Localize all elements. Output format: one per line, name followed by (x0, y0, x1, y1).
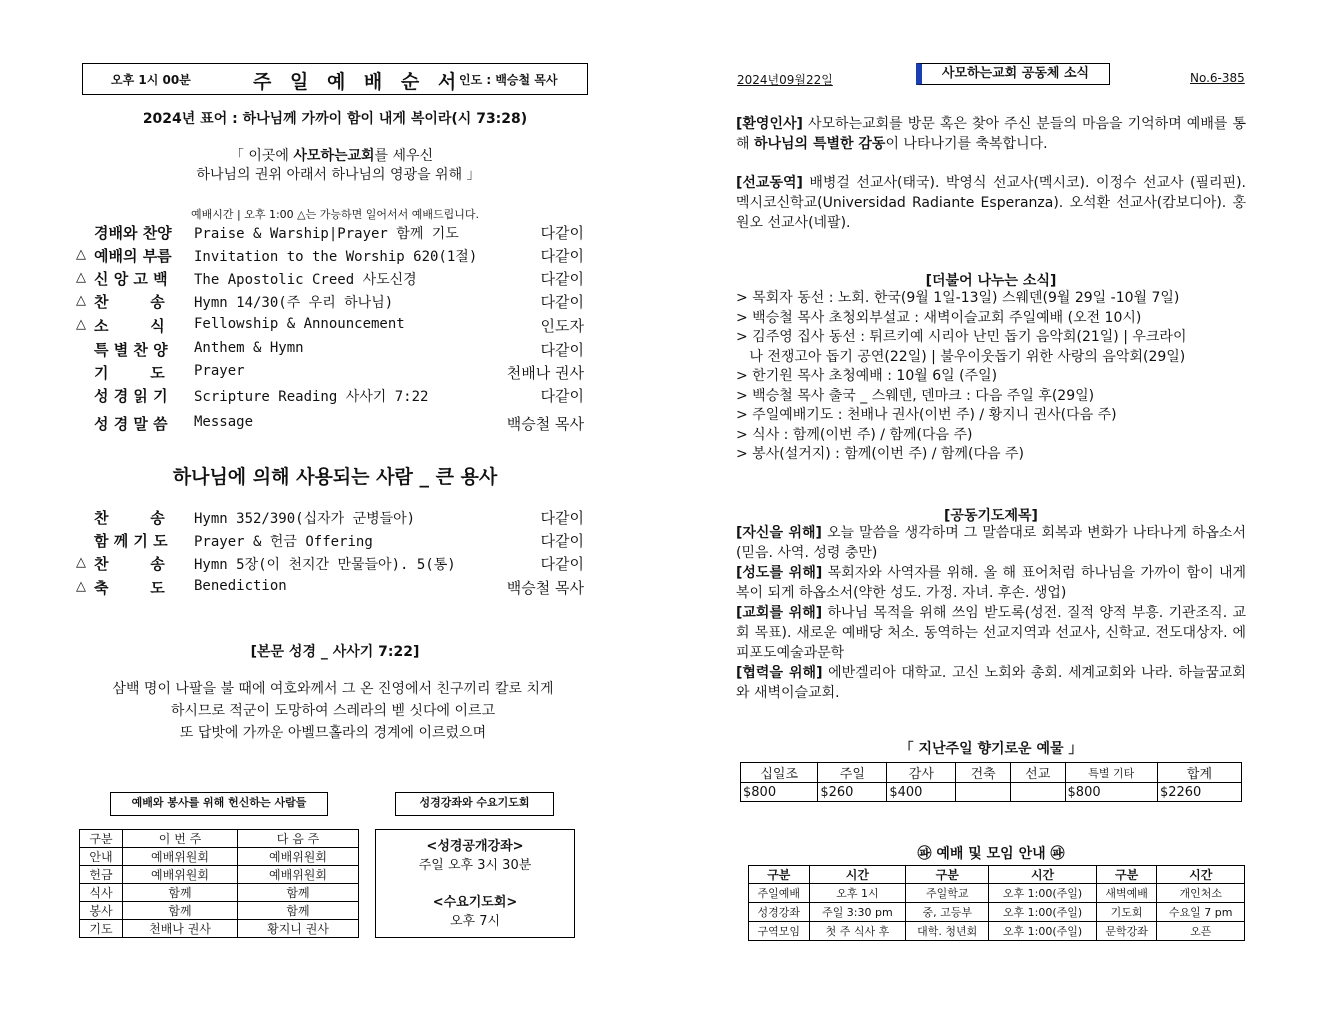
table-cell: 오후 1:00(주일) (989, 922, 1097, 941)
scripture-heading: [본문 성경 _ 사사기 7:22] (250, 644, 420, 660)
order-name: 찬 송 (94, 509, 165, 527)
news-heading: [더불어 나누는 소식] (925, 273, 1057, 289)
order-name: 소 식 (94, 317, 165, 335)
prayer-text: 오늘 말씀을 생각하며 그 말씀대로 회복과 변화가 나타나게 하옵소서(믿음. 사역. 성령 충만) (736, 525, 1246, 561)
news-item: > 백승철 목사 출국 _ 스웨덴, 덴마크 : 다음 주일 후(29일) (736, 387, 1095, 404)
offering-header: 합계 (1157, 763, 1241, 783)
order-mark: △ (76, 317, 86, 332)
order-item: Scripture Reading 사사기 7:22 (194, 389, 429, 405)
table-cell: 성경강좌 (749, 903, 810, 922)
order-leader: 백승철 목사 (506, 415, 584, 433)
order-mark: △ (76, 555, 86, 570)
order-item: Hymn 5장(이 천지간 만물들아). 5(통) (194, 557, 456, 573)
order-leader: 다같이 (540, 509, 584, 527)
news-item: > 주일예배기도 : 천배나 권사(이번 주) / 황지니 권사(다음 주) (736, 407, 1117, 423)
vision-line-1: ｢ 이곳에 사모하는교회를 세우신 (236, 148, 434, 164)
prayer-heading: [공동기도제목] (944, 508, 1038, 524)
order-row (76, 553, 586, 575)
order-row (76, 245, 586, 267)
table-cell: 예배위원회 (238, 848, 359, 866)
news-item: > 김주영 집사 동선 : 튀르키예 시리아 난민 돕기 음악회(21일) | 우크라이 (736, 329, 1187, 345)
order-name: 특 별 찬 양 (94, 341, 168, 359)
servers-header: 구분 (80, 830, 123, 848)
order-item: The Apostolic Creed 사도신경 (194, 272, 417, 288)
order-name: 신 앙 고 백 (94, 270, 168, 288)
order-row (76, 530, 586, 552)
order-item: Hymn 352/390(십자가 군병들아) (194, 511, 416, 527)
table-cell: 함께 (123, 902, 238, 920)
study-value-1: 주일 오후 3시 30분 (418, 858, 532, 873)
meetings-heading: ㉺ 예배 및 모임 안내 ㉺ (917, 846, 1065, 862)
scripture-line-1: 삼백 명이 나팔을 불 때에 여호와께서 그 온 진영에서 친구끼리 칼로 치게 (112, 681, 554, 697)
table-row (80, 902, 359, 920)
offering-header: 십일조 (741, 763, 818, 783)
study-title-2: <수요기도회> (432, 895, 518, 910)
table-cell: 중, 고등부 (906, 903, 989, 922)
order-row (76, 291, 586, 313)
order-leader: 백승철 목사 (506, 579, 584, 597)
meetings-header: 시간 (809, 866, 906, 884)
offering-value: $800 (741, 783, 818, 802)
scripture-line-3: 또 답밧에 가까운 아벨므홀라의 경계에 이르렀으며 (179, 725, 487, 741)
meetings-header: 구분 (906, 866, 989, 884)
table-cell: 새벽예배 (1096, 884, 1157, 903)
offering-value: $260 (818, 783, 887, 802)
order-name: 성 경 말 씀 (94, 415, 168, 433)
vision-line-2: 하나님의 권위 아래서 하나님의 영광을 위해 ｣ (196, 167, 474, 183)
prayer-label: [협력을 위해] (736, 665, 823, 681)
news-title: 사모하는교회 공동체 소식 (916, 63, 1110, 85)
order-item: Fellowship & Announcement (194, 316, 405, 332)
table-cell: 기도 (80, 920, 123, 938)
order-leader: 다같이 (540, 224, 584, 242)
prayer-item (736, 563, 1246, 603)
study-label: 성경강좌와 수요기도회 (395, 792, 554, 816)
table-cell: 오픈 (1157, 922, 1245, 941)
table-cell: 문학강좌 (1096, 922, 1157, 941)
news-item: > 식사 : 함께(이번 주) / 함께(다음 주) (736, 426, 973, 443)
news-list (736, 289, 1256, 465)
offering-value (956, 783, 1011, 802)
table-row (749, 884, 1245, 903)
prayer-label: [자신을 위해] (736, 525, 822, 541)
table-row (80, 848, 359, 866)
order-name: 찬 송 (94, 555, 165, 573)
order-row (76, 362, 586, 384)
order-row (76, 507, 586, 529)
table-cell: 황지니 권사 (238, 920, 359, 938)
servers-header: 다 음 주 (238, 830, 359, 848)
meetings-header: 시간 (989, 866, 1097, 884)
study-title-1: <성경공개강좌> (426, 839, 524, 854)
table-row (80, 884, 359, 902)
bulletin-date: 2024년09월22일 (737, 73, 833, 87)
prayer-text: 에반겔리아 대학교. 고신 노회와 총회. 세계교회와 나라. 하늘꿈교회와 새벽이슬교회. (736, 665, 1246, 701)
table-cell: 주일학교 (906, 884, 989, 903)
offering-header: 주일 (818, 763, 887, 783)
offering-header: 선교 (1010, 763, 1065, 783)
table-cell: 주일예배 (749, 884, 810, 903)
order-mark: △ (76, 579, 86, 594)
service-header (82, 63, 588, 95)
order-name: 경배와 찬양 (94, 224, 172, 242)
meetings-header: 구분 (749, 866, 810, 884)
order-item: Prayer & 헌금 Offering (194, 534, 373, 550)
order-leader: 다같이 (540, 247, 584, 265)
order-name: 기 도 (94, 364, 165, 382)
order-mark: △ (76, 270, 86, 285)
order-row (76, 315, 586, 337)
order-name: 찬 송 (94, 293, 165, 311)
order-leader: 인도자 (540, 317, 584, 335)
table-cell: 기도회 (1096, 903, 1157, 922)
order-name: 성 경 읽 기 (94, 387, 168, 405)
table-cell: 예배위원회 (123, 866, 238, 884)
order-row (76, 577, 586, 599)
table-cell: 수요일 7 pm (1157, 903, 1245, 922)
table-cell: 구역모임 (749, 922, 810, 941)
prayer-item (736, 603, 1246, 663)
order-item: Anthem & Hymn (194, 340, 304, 356)
order-name: 함 께 기 도 (94, 532, 168, 550)
offering-header: 건축 (956, 763, 1011, 783)
table-cell: 식사 (80, 884, 123, 902)
table-cell: 오후 1시 (809, 884, 906, 903)
order-leader: 다같이 (540, 555, 584, 573)
offering-value: $2260 (1157, 783, 1241, 802)
order-row (76, 222, 586, 244)
service-title: 주 일 예 배 순 서 (253, 71, 463, 93)
study-box (375, 829, 575, 938)
table-cell: 대학. 청년회 (906, 922, 989, 941)
table-cell: 예배위원회 (238, 866, 359, 884)
prayer-text: 하나님 목적을 위해 쓰임 받도록(성전. 질적 양적 부흥. 기관조직. 교회 목표). 새로운 예배당 처소. 동역하는 선교지역과 선교사, 신학교. 전도대상자. 에피포도예술과문학 (736, 605, 1247, 661)
table-row (80, 920, 359, 938)
order-mark: △ (76, 247, 86, 262)
order-row (76, 385, 586, 407)
table-cell: 오후 1:00(주일) (989, 884, 1097, 903)
offering-table (740, 762, 1242, 802)
table-cell: 함께 (238, 902, 359, 920)
offering-value (1010, 783, 1065, 802)
offering-heading: 「 지난주일 향기로운 예물 」 (899, 741, 1083, 757)
table-row (749, 922, 1245, 941)
order-leader: 다같이 (540, 270, 584, 288)
order-item: Prayer (194, 363, 245, 379)
order-row (76, 268, 586, 290)
order-name: 축 도 (94, 579, 165, 597)
table-cell: 예배위원회 (123, 848, 238, 866)
news-item: 나 전쟁고아 돕기 공연(22일) | 불우이웃돕기 위한 사랑의 음악회(29일) (736, 348, 1186, 365)
issue-number: No.6-385 (1190, 71, 1245, 85)
order-row (76, 339, 586, 361)
prayer-list (736, 523, 1246, 703)
table-row (749, 903, 1245, 922)
table-cell: 안내 (80, 848, 123, 866)
missions-paragraph: [선교동역] 배병걸 선교사(태국). 박영식 선교사(멕시코). 이정수 선교사 (필리핀). 멕시코신학교(Universidad Radiante Esperanza). 오석환 선교사(캄보디아). 홍원오 선교사(네팔). (736, 175, 1246, 231)
prayer-label: [교회를 위해] (736, 605, 823, 621)
offering-header: 특별 기타 (1065, 763, 1157, 783)
news-item: > 목회자 동선 : 노회. 한국(9월 1일-13일) 스웨덴(9월 29일 -10월 7일) (736, 290, 1180, 306)
news-item: > 백승철 목사 초청외부설교 : 새벽이슬교회 주일예배 (오전 10시) (736, 309, 1142, 326)
welcome-paragraph: [환영인사] 사모하는교회를 방문 혹은 찾아 주신 분들의 마음을 기억하며 예배를 통해 하나님의 특별한 감동이 나타나기를 축복합니다. (736, 116, 1246, 152)
study-value-2: 오후 7시 (449, 914, 501, 929)
order-name: 예배의 부름 (94, 247, 172, 265)
order-item: Praise & Warship|Prayer 함께 기도 (194, 226, 459, 242)
news-item: > 봉사(설거지) : 함께(이번 주) / 함께(다음 주) (736, 446, 1024, 462)
offering-value: $400 (887, 783, 956, 802)
table-cell: 봉사 (80, 902, 123, 920)
offering-header: 감사 (887, 763, 956, 783)
sermon-title: 하나님에 의해 사용되는 사람 _ 큰 용사 (172, 466, 498, 488)
table-cell: 주일 3:30 pm (809, 903, 906, 922)
order-leader: 다같이 (540, 341, 584, 359)
order-row (76, 413, 586, 435)
order-leader: 천배나 권사 (506, 364, 584, 382)
order-item: Message (194, 414, 254, 430)
meetings-header: 시간 (1157, 866, 1245, 884)
service-time: 오후 1시 00분 (111, 73, 191, 87)
table-row (80, 866, 359, 884)
table-cell: 개인처소 (1157, 884, 1245, 903)
servers-header: 이 번 주 (123, 830, 238, 848)
order-leader: 다같이 (540, 387, 584, 405)
scripture-line-2: 하시므로 적군이 도망하여 스레라의 벧 싯다에 이르고 (170, 703, 496, 719)
order-leader: 다같이 (540, 532, 584, 550)
table-cell: 첫 주 식사 후 (809, 922, 906, 941)
service-leader: 인도 : 백승철 목사 (459, 73, 558, 87)
service-note: 예배시간 | 오후 1:00 △는 가능하면 일어서서 예배드립니다. (191, 208, 479, 221)
order-leader: 다같이 (540, 293, 584, 311)
prayer-item (736, 523, 1246, 563)
servers-table (79, 829, 359, 938)
prayer-item (736, 663, 1246, 703)
order-item: Hymn 14/30(주 우리 하나님) (194, 295, 394, 311)
table-cell: 헌금 (80, 866, 123, 884)
servers-label: 예배와 봉사를 위해 헌신하는 사람들 (110, 792, 328, 816)
year-motto: 2024년 표어 : 하나님께 가까이 함이 내게 복이라(시 73:28) (142, 111, 528, 127)
order-mark: △ (76, 293, 86, 308)
table-cell: 천배나 권사 (123, 920, 238, 938)
news-item: > 한기원 목사 초청예배 : 10월 6일 (주일) (736, 368, 998, 384)
order-item: Benediction (194, 578, 287, 594)
table-cell: 오후 1:00(주일) (989, 903, 1097, 922)
order-item: Invitation to the Worship 620(1절) (194, 249, 478, 265)
table-cell: 함께 (123, 884, 238, 902)
prayer-text: 목회자와 사역자를 위해. 올 해 표어처럼 하나님을 가까이 함이 내게 복이 되게 하옵소서(약한 성도. 가정. 자녀. 후손. 생업) (736, 565, 1246, 601)
offering-value: $800 (1065, 783, 1157, 802)
prayer-label: [성도를 위해] (736, 565, 823, 581)
table-cell: 함께 (238, 884, 359, 902)
meetings-table (748, 865, 1245, 941)
meetings-header: 구분 (1096, 866, 1157, 884)
